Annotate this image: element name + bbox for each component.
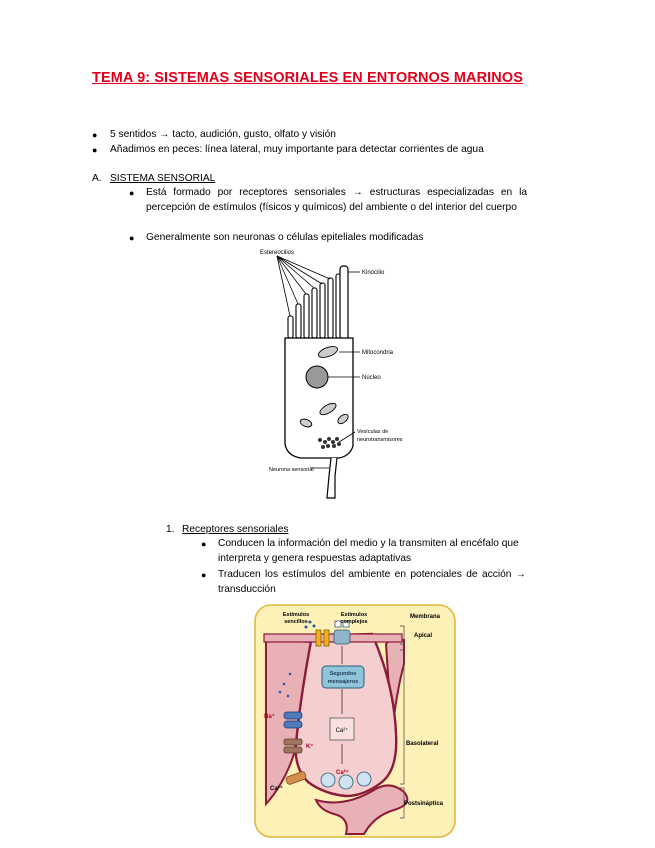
label-postsinaptica: Postsináptica	[404, 801, 444, 807]
sub1-heading: Receptores sensoriales	[182, 524, 289, 535]
stereocilia	[288, 274, 341, 338]
receptor-icon	[334, 630, 350, 644]
bullet-dot: ●	[129, 233, 135, 243]
label-estimulos-sencillos-2: sencillos	[284, 619, 308, 625]
sub1-marker: 1.	[166, 524, 175, 535]
label-neurona-sensorial: Neurona sensorial	[269, 467, 314, 473]
nerve-fiber	[327, 458, 337, 498]
label-k: K⁺	[306, 744, 314, 750]
sub1-bullet-1: Conducen la información del medio y la transmiten al encéfalo que interpreta y genera respuestas adaptativas	[218, 538, 519, 564]
label-ca-internal: Ca²⁺	[335, 728, 349, 734]
kinocilium	[340, 266, 348, 340]
nucleus	[306, 366, 328, 388]
section-a-marker: A.	[92, 173, 102, 184]
intro-bullet-2: Añadimos en peces: línea lateral, muy importante para detectar corrientes de agua	[110, 144, 484, 155]
label-kinocilio: Kinocilio	[362, 270, 385, 276]
section-a-bullet-2: Generalmente son neuronas o células epiteliales modificadas	[146, 232, 424, 243]
label-apical: Apical	[414, 633, 433, 639]
label-nucleo: Núcleo	[362, 375, 381, 381]
receptor-cell-figure	[254, 604, 456, 840]
label-na: Na⁺	[264, 714, 275, 720]
k-channel-icon	[284, 739, 302, 745]
label-ca-external: Ca²⁺	[270, 786, 283, 792]
na-channel-icon	[284, 712, 302, 719]
section-a-bullet-1: Está formado por receptores sensoriales → estructuras especializadas en la percepción de estímulos (físicos y químicos) del ambiente o del interior del cuerpo	[146, 187, 527, 213]
apical-channel-icon	[324, 630, 329, 646]
bullet-dot: ●	[201, 570, 207, 580]
label-vesiculas: Vesículas de	[357, 429, 389, 435]
label-vesiculas-2: neurotransmisores	[357, 437, 403, 443]
label-mitocondria: Mitocondria	[362, 350, 394, 356]
bullet-dot: ●	[201, 539, 207, 549]
sub1-bullet-2: Traducen los estímulos del ambiente en potenciales de acción → transducción	[218, 569, 526, 595]
bullet-dot: ●	[92, 130, 98, 140]
label-basolateral: Basolateral	[406, 741, 439, 747]
label-estimulos-sencillos: Estímulos	[282, 612, 310, 618]
bullet-dot: ●	[92, 145, 98, 155]
hair-cell-figure	[255, 246, 425, 506]
label-segundos: Segundos	[329, 671, 357, 677]
page-title: TEMA 9: SISTEMAS SENSORIALES EN ENTORNOS MARINOS	[92, 70, 523, 86]
na-channel-icon	[284, 721, 302, 728]
apical-channel-icon	[316, 630, 321, 646]
label-estereocilios: Estereocilios	[260, 250, 295, 256]
apical-membrane	[264, 634, 402, 642]
k-channel-icon	[284, 747, 302, 753]
label-estimulos-complejos-2: complejos	[340, 619, 368, 625]
label-estimulos-complejos: Estímulos	[340, 612, 368, 618]
label-membrana: Membrana	[410, 614, 441, 620]
intro-bullet-1: 5 sentidos → tacto, audición, gusto, olfato y visión	[110, 129, 336, 140]
label-ca-vesicle: Ca²⁺	[336, 770, 349, 776]
label-mensajeros: mensajeros	[327, 679, 359, 685]
section-a-heading: SISTEMA SENSORIAL	[110, 173, 216, 184]
bullet-dot: ●	[129, 188, 135, 198]
